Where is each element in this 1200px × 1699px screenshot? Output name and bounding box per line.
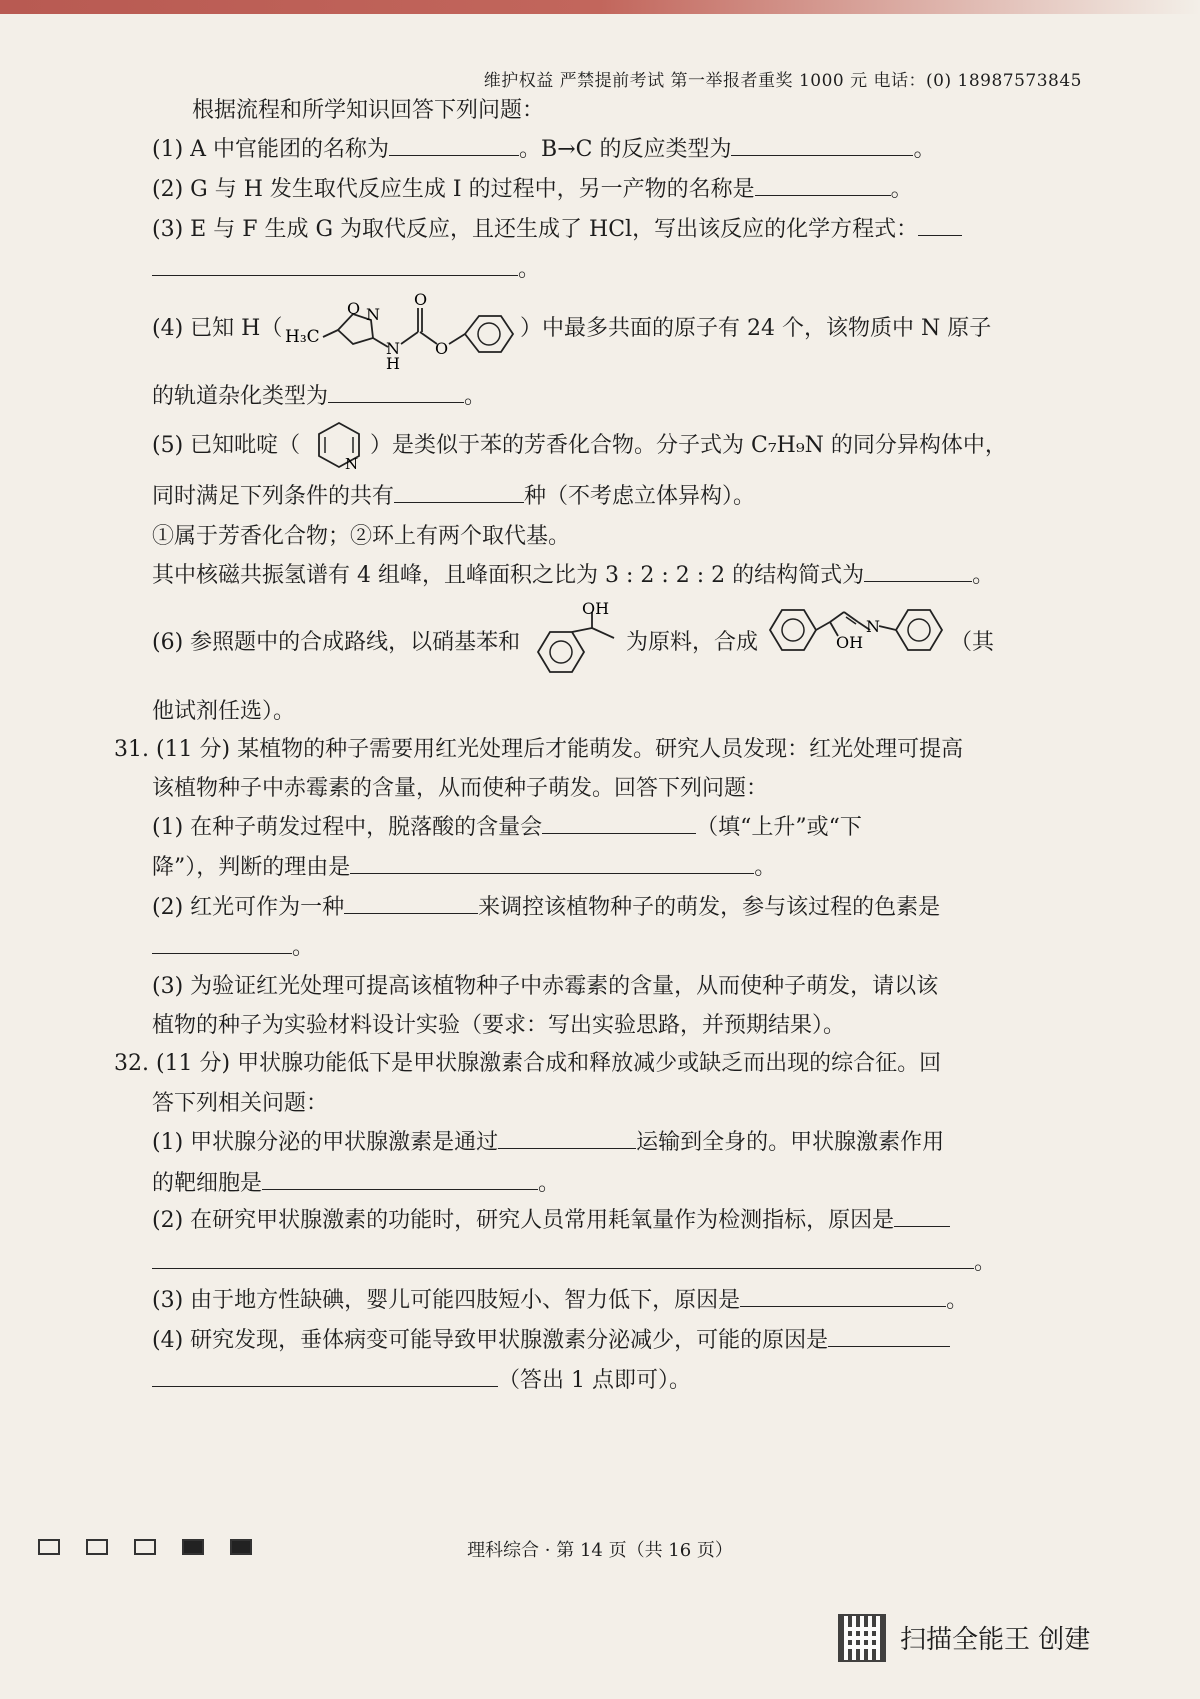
answer-blank[interactable] — [350, 855, 754, 874]
answer-blank[interactable] — [755, 177, 891, 196]
q30-part3-cont: 。 — [152, 255, 540, 285]
q30-part4-line2: 的轨道杂化类型为 。 — [152, 384, 487, 409]
q31-part2: (2) 红光可作为一种 来调控该植物种子的萌发，参与该过程的色素是 — [152, 895, 941, 920]
svg-text:O: O — [414, 292, 428, 309]
svg-text:N: N — [345, 455, 359, 473]
answer-blank[interactable] — [894, 1208, 950, 1227]
q31-part2-cont: 。 — [152, 933, 314, 963]
svg-text:N: N — [386, 339, 400, 358]
anti-cheating-notice: 维护权益 严禁提前考试 第一举报者重奖 1000 元 电话：(0) 18987573845 — [483, 71, 1082, 91]
top-edge-band — [0, 0, 1200, 14]
answer-blank[interactable] — [498, 1130, 636, 1149]
svg-text:H: H — [386, 354, 400, 370]
svg-text:OH: OH — [582, 600, 610, 618]
q32-part4-cont: （答出 1 点即可）。 — [152, 1366, 691, 1396]
svg-text:N: N — [866, 617, 880, 636]
svg-text:N: N — [366, 305, 380, 324]
scanner-watermark: 扫描全能王 创建 — [900, 1625, 1091, 1655]
q30-part4-rest: ）中最多共面的原子有 24 个，该物质中 N 原子 — [520, 316, 992, 341]
q31-stem-cont: 该植物种子中赤霉素的含量，从而使种子萌发。回答下列问题： — [152, 776, 769, 801]
q30-part6-tail: （其 — [950, 630, 995, 655]
q30-part5-line2: 同时满足下列条件的共有 种（不考虑立体异构）。 — [152, 484, 756, 509]
q32-part2-cont: 。 — [152, 1248, 996, 1278]
page-footer: 理科综合 · 第 14 页（共 16 页） — [467, 1540, 733, 1561]
q30-part2: (2) G 与 H 发生取代反应生成 I 的过程中，另一产物的名称是 。 — [152, 177, 913, 202]
q30-part4: (4) 已知 H（ — [152, 316, 283, 341]
svg-text:O: O — [435, 339, 449, 358]
answer-blank[interactable] — [152, 935, 292, 954]
answer-blank[interactable] — [152, 257, 518, 276]
q31-stem: 31. (11 分) 某植物的种子需要用红光处理后才能萌发。研究人员发现：红光处理可提高 — [114, 737, 964, 762]
q32-part3: (3) 由于地方性缺碘，婴儿可能四肢短小、智力低下，原因是 。 — [152, 1288, 969, 1313]
answer-blank[interactable] — [328, 384, 464, 403]
q31-part1: (1) 在种子萌发过程中，脱落酸的含量会 （填“上升”或“下 — [152, 815, 862, 840]
answer-blank[interactable] — [394, 484, 524, 503]
answer-blank[interactable] — [152, 1368, 498, 1387]
answer-blank[interactable] — [864, 563, 972, 582]
q30-part5-rest: ）是类似于苯的芳香化合物。分子式为 C₇H₉N 的同分异构体中， — [370, 433, 1007, 458]
answer-blank[interactable] — [344, 895, 478, 914]
q30-part3: (3) E 与 F 生成 G 为取代反应，且还生成了 HCl，写出该反应的化学方程式： — [152, 215, 962, 245]
q32-part1-cont: 的靶细胞是 。 — [152, 1171, 561, 1196]
answer-blank[interactable] — [740, 1288, 946, 1307]
svg-text:O: O — [347, 299, 361, 318]
q32-part1: (1) 甲状腺分泌的甲状腺激素是通过 运输到全身的。甲状腺激素作用 — [152, 1130, 945, 1155]
svg-text:H₃C: H₃C — [285, 327, 320, 347]
q30-part6-mid: 为原料，合成 — [626, 630, 759, 655]
svg-text:OH: OH — [836, 633, 864, 652]
q30-part5: (5) 已知吡啶（ — [152, 433, 301, 458]
answer-blank[interactable] — [918, 217, 962, 236]
q32-part4: (4) 研究发现，垂体病变可能导致甲状腺激素分泌减少，可能的原因是 — [152, 1326, 950, 1356]
target-product-structure — [766, 600, 951, 670]
q32-stem-cont: 答下列相关问题： — [152, 1091, 329, 1116]
q32-part2: (2) 在研究甲状腺激素的功能时，研究人员常用耗氧量作为检测指标，原因是 — [152, 1206, 950, 1236]
q31-part3-cont: 植物的种子为实验材料设计实验（要求：写出实验思路，并预期结果）。 — [152, 1013, 846, 1038]
answer-blank[interactable] — [389, 137, 519, 156]
q32-stem: 32. (11 分) 甲状腺功能低下是甲状腺激素合成和释放减少或缺乏而出现的综合征。回 — [114, 1051, 942, 1076]
q30-part5-conditions: ①属于芳香化合物；②环上有两个取代基。 — [152, 524, 571, 549]
pyridine-structure — [311, 419, 367, 473]
answer-blank[interactable] — [262, 1171, 538, 1190]
answer-blank[interactable] — [542, 815, 696, 834]
answer-blank[interactable] — [828, 1328, 950, 1347]
answer-blank[interactable] — [152, 1250, 974, 1269]
q30-part6-line2: 他试剂任选）。 — [152, 699, 296, 724]
qr-code-icon — [838, 1614, 886, 1662]
q31-part3: (3) 为验证红光处理可提高该植物种子中赤霉素的含量，从而使种子萌发，请以该 — [152, 974, 939, 999]
q30-part5-line4: 其中核磁共振氢谱有 4 组峰，且峰面积之比为 3 : 2 : 2 : 2 的结构简式为 。 — [152, 563, 995, 588]
compound-h-structure — [283, 292, 533, 370]
q30-part6: (6) 参照题中的合成路线，以硝基苯和 — [152, 630, 521, 655]
phenylethanol-structure — [524, 600, 624, 680]
intro-text: 根据流程和所学知识回答下列问题： — [192, 98, 545, 123]
answer-blank[interactable] — [731, 137, 913, 156]
q31-part1-cont: 降”），判断的理由是 。 — [152, 855, 777, 880]
q30-part1: (1) A 中官能团的名称为 。B→C 的反应类型为 。 — [152, 137, 936, 162]
